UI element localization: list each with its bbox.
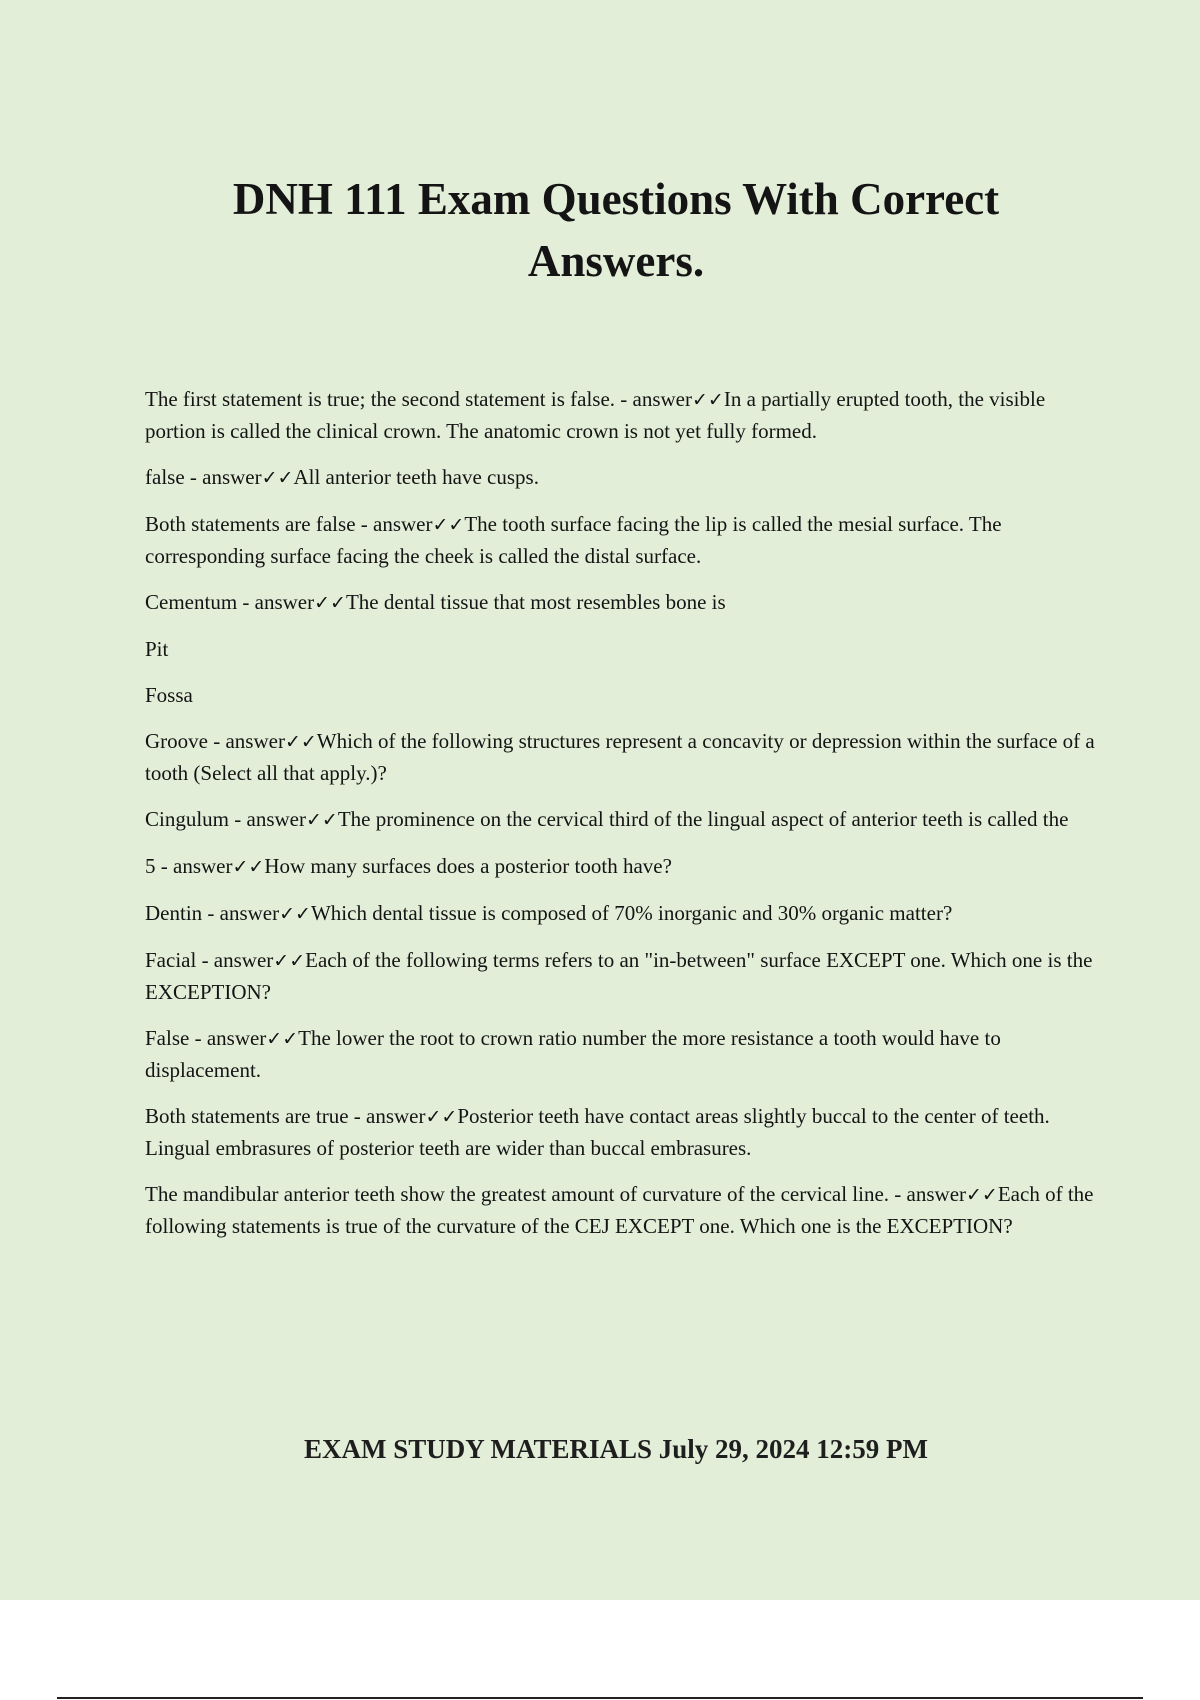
double-check-icon: ✓✓ — [425, 1106, 458, 1128]
qa-item — [145, 384, 1095, 447]
answer-separator: - answer — [889, 1182, 967, 1206]
answer-separator: - answer — [202, 901, 280, 925]
double-check-icon: ✓✓ — [692, 389, 724, 411]
question-text: The prominence on the cervical third of the lingual aspect of anterior teeth is called the — [337, 807, 1069, 831]
qa-item — [145, 804, 1095, 836]
answer-separator: - answer — [355, 512, 433, 536]
question-text: The tooth surface facing the lip is called the mesial surface. The corresponding surface facing the cheek is called the distal surface. — [145, 512, 1002, 568]
qa-item — [145, 851, 1095, 883]
answer-text: Facial — [145, 948, 197, 972]
double-check-icon: ✓✓ — [305, 809, 338, 831]
answer-separator: - answer — [348, 1104, 426, 1128]
qa-item — [145, 898, 1095, 930]
double-check-icon: ✓✓ — [284, 731, 317, 753]
answer-text: Both statements are false — [145, 512, 356, 536]
question-text: Which of the following structures represent a concavity or depression within the surface of a tooth (Select all that apply.)? — [145, 729, 1095, 785]
answer-separator: - answer — [237, 590, 315, 614]
qa-item — [145, 726, 1095, 789]
question-text: In a partially erupted tooth, the visible portion is called the clinical crown. The anatomic crown is not yet fully formed. — [145, 387, 1046, 443]
double-check-icon: ✓✓ — [279, 903, 311, 925]
answer-text: Dentin — [145, 901, 203, 925]
qa-list — [145, 384, 1095, 1257]
question-text: Posterior teeth have contact areas slightly buccal to the center of teeth. Lingual embrasures of posterior teeth are wider than buccal embrasures. — [145, 1104, 1050, 1160]
answer-text: false — [145, 465, 185, 489]
double-check-icon: ✓✓ — [266, 1028, 299, 1050]
qa-item — [145, 1101, 1095, 1164]
question-text: All anterior teeth have cusps. — [293, 465, 539, 489]
answer-separator: - answer — [155, 854, 233, 878]
bottom-rule — [57, 1697, 1143, 1699]
answer-text: False — [145, 1026, 190, 1050]
qa-item — [145, 1179, 1095, 1242]
qa-item — [145, 462, 1095, 494]
question-text: Each of the following terms refers to an "in-between" surface EXCEPT one. Which one is the EXCEPTION? — [145, 948, 1093, 1004]
answer-text: Groove — [145, 729, 208, 753]
answer-text: Both statements are true — [145, 1104, 349, 1128]
answer-separator: - answer — [229, 807, 306, 831]
document-title: DNH 111 Exam Questions With Correct Answers. — [232, 174, 1000, 286]
qa-item — [145, 587, 1095, 619]
double-check-icon: ✓✓ — [273, 950, 306, 972]
double-check-icon: ✓✓ — [966, 1184, 998, 1206]
double-check-icon: ✓✓ — [232, 856, 265, 878]
question-text: Each of the following statements is true of the curvature of the CEJ EXCEPT one. Which one is the EXCEPTION? — [145, 1182, 1094, 1238]
qa-item — [145, 509, 1095, 572]
answer-text: The mandibular anterior teeth show the greatest amount of curvature of the cervical line. — [145, 1182, 890, 1206]
question-text: The lower the root to crown ratio number the more resistance a tooth would have to displacement. — [145, 1026, 1001, 1082]
plain-line: Fossa — [145, 683, 193, 707]
answer-text: Cingulum — [145, 807, 230, 831]
question-text: The dental tissue that most resembles bone is — [345, 590, 726, 614]
answer-text: 5 — [145, 854, 156, 878]
plain-line: Pit — [145, 637, 169, 661]
double-check-icon: ✓✓ — [261, 467, 294, 489]
question-text: How many surfaces does a posterior tooth have? — [264, 854, 672, 878]
answer-separator: - answer — [196, 948, 274, 972]
answer-separator: - answer — [207, 729, 285, 753]
qa-item — [145, 1023, 1095, 1086]
double-check-icon: ✓✓ — [432, 514, 465, 536]
question-text: Which dental tissue is composed of 70% inorganic and 30% organic matter? — [310, 901, 953, 925]
qa-item — [145, 945, 1095, 1008]
answer-separator: - answer — [189, 1026, 267, 1050]
double-check-icon: ✓✓ — [314, 592, 346, 614]
answer-text: Cementum — [145, 590, 238, 614]
footer-note: EXAM STUDY MATERIALS July 29, 2024 12:59 PM — [303, 1434, 929, 1464]
answer-text: The first statement is true; the second statement is false. — [145, 387, 616, 411]
answer-separator: - answer — [615, 387, 692, 411]
answer-separator: - answer — [184, 465, 262, 489]
